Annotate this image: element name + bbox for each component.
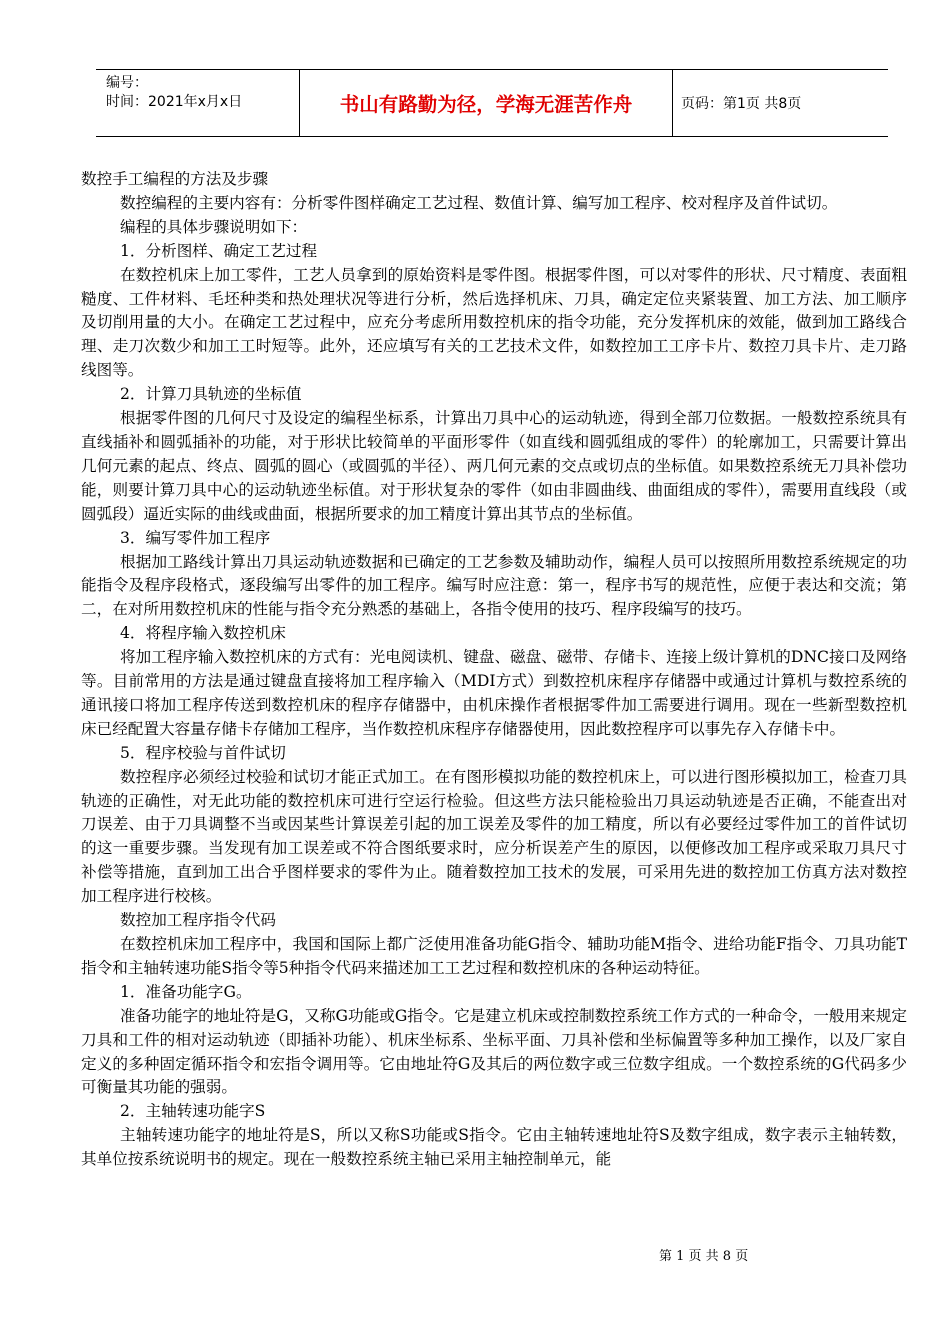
document-paragraph: 5．程序校验与首件试切 (120, 743, 286, 762)
header-slogan: 书山有路勤为径，学海无涯苦作舟 (339, 93, 633, 116)
document-paragraph: 在数控机床加工程序中，我国和国际上都广泛使用准备功能G指令、辅助功能M指令、进给功能F指令、刀具功能T指令和主轴转速功能S指令等5种指令代码来描述加工工艺过程和数控机床的各种运动特征。 (81, 935, 907, 977)
document-number-label: 编号： (106, 75, 148, 91)
document-paragraph: 数控手工编程的方法及步骤 (81, 170, 269, 188)
document-paragraph: 2．计算刀具轨迹的坐标值 (120, 385, 302, 404)
document-paragraph: 在数控机床上加工零件，工艺人员拿到的原始资料是零件图。根据零件图，可以对零件的形状、尺寸精度、表面粗糙度、工件材料、毛坯种类和热处理状况等进行分析，然后选择机床、刀具，确定定位夹紧装置、加工方法、加工顺序及切削用量的大小。在确定工艺过程中，应充分考虑所用数控机床的指令功能，充分发挥机床的效能，做到加工路线合理、走刀次数少和加工工时短等。此外，还应填写有关的工艺技术文件，如数控加工工序卡片、数控刀具卡片、走刀路线图等。 (81, 265, 907, 380)
document-paragraph: 3．编写零件加工程序 (120, 528, 271, 547)
document-paragraph: 数控加工程序指令代码 (120, 911, 276, 930)
document-time-label: 时间：2021年x月x日 (106, 94, 243, 110)
document-paragraph: 准备功能字的地址符是G，又称G功能或G指令。它是建立机床或控制数控系统工作方式的一种命令，一般用来规定刀具和工件的相对运动轨迹（即插补功能）、机床坐标系、坐标平面、刀具补偿和坐标偏置等多种加工操作，以及厂家自定义的多种固定循环指令和宏指令调用等。它由地址符G及其后的两位数字或三位数字组成。一个数控系统的G代码多少可衡量其功能的强弱。 (81, 1006, 907, 1097)
document-header (96, 69, 888, 137)
document-body (81, 168, 907, 1172)
document-paragraph: 根据零件图的几何尺寸及设定的编程坐标系，计算出刀具中心的运动轨迹，得到全部刀位数据。一般数控系统具有直线插补和圆弧插补的功能，对于形状比较简单的平面形零件（如直线和圆弧组成的零件）的轮廓加工，只需要计算出几何元素的起点、终点、圆弧的圆心（或圆弧的半径）、两几何元素的交点或切点的坐标值。如果数控系统无刀具补偿功能，则要计算刀具中心的运动轨迹坐标值。对于形状复杂的零件（如由非圆曲线、曲面组成的零件），需要用直线段（或圆弧段）逼近实际的曲线或曲面，根据所要求的加工精度计算出其节点的坐标值。 (81, 409, 907, 523)
document-paragraph: 数控编程的主要内容有：分析零件图样确定工艺过程、数值计算、编写加工程序、校对程序及首件试切。 (120, 193, 838, 212)
document-paragraph: 根据加工路线计算出刀具运动轨迹数据和已确定的工艺参数及辅助动作，编程人员可以按照所用数控系统规定的功能指令及程序段格式，逐段编写出零件的加工程序。编写时应注意：第一，程序书写的规范性，应便于表达和交流；第二，在对所用数控机床的性能与指令充分熟悉的基础上，各指令使用的技巧、程序段编写的技巧。 (81, 552, 907, 619)
document-paragraph: 1．准备功能字G。 (120, 982, 252, 1001)
document-paragraph: 主轴转速功能字的地址符是S，所以又称S功能或S指令。它由主轴转速地址符S及数字组成，数字表示主轴转数，其单位按系统说明书的规定。现在一般数控系统主轴已采用主轴控制单元，能 (81, 1126, 907, 1169)
header-info-cell (96, 70, 299, 136)
document-paragraph: 1．分析图样、确定工艺过程 (120, 241, 318, 260)
document-paragraph: 编程的具体步骤说明如下： (120, 217, 308, 236)
document-paragraph: 4．将程序输入数控机床 (120, 624, 286, 643)
document-paragraph: 2．主轴转速功能字S (120, 1102, 266, 1121)
header-slogan-cell (299, 70, 673, 136)
page-footer: 第 1 页 共 8 页 (659, 1249, 749, 1264)
header-page-info: 页码：第1页 共8页 (681, 96, 802, 112)
document-paragraph: 数控程序必须经过校验和试切才能正式加工。在有图形模拟功能的数控机床上，可以进行图形模拟加工，检查刀具轨迹的正确性，对无此功能的数控机床可进行空运行检验。但这些方法只能检验出刀具运动轨迹是否正确，不能查出对刀误差、由于刀具调整不当或因某些计算误差引起的加工误差及零件的加工精度，所以有必要经过零件加工的首件试切的这一重要步骤。当发现有加工误差或不符合图纸要求时，应分析误差产生的原因，以便修改加工程序或采取刀具尺寸补偿等措施，直到加工出合乎图样要求的零件为止。随着数控加工技术的发展，可采用先进的数控加工仿真方法对数控加工程序进行校核。 (81, 767, 907, 906)
document-paragraph: 将加工程序输入数控机床的方式有：光电阅读机、键盘、磁盘、磁带、存储卡、连接上级计算机的DNC接口及网络等。目前常用的方法是通过键盘直接将加工程序输入（MDI方式）到数控机床程序存储器中或通过计算机与数控系统的通讯接口将加工程序传送到数控机床的程序存储器中，由机床操作者根据零件加工需要进行调用。现在一些新型数控机床已经配置大容量存储卡存储加工程序，当作数控机床程序存储器使用，因此数控程序可以事先存入存储卡中。 (81, 648, 907, 738)
header-page-cell (673, 70, 888, 136)
